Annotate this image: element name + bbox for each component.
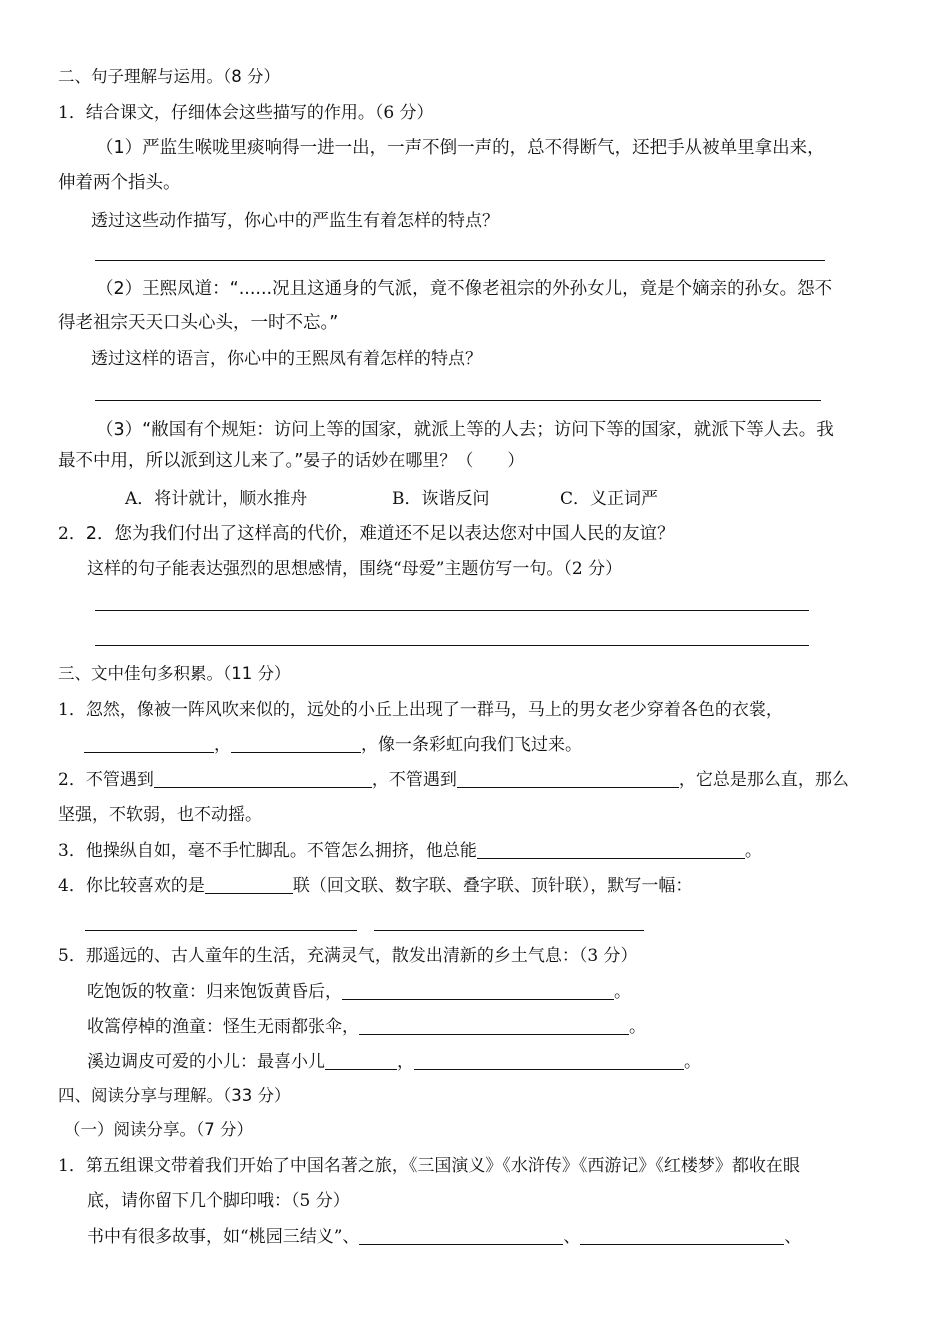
passage-3-line-2: 最不中用，所以派到这儿来了。” (58, 451, 304, 471)
passage-1-line-1: （1）严监生喉咙里痰响得一进一出，一声不倒一声的，总不得断气，还把手从被单里拿出来， (96, 138, 825, 158)
passage-1-line-2: 伸着两个指头。 (58, 173, 181, 193)
section-2-title: 二、句子理解与运用。（8 分） (58, 67, 280, 86)
option-a[interactable]: A．将计就计，顺水推舟 (125, 489, 308, 509)
blank-4-1-b[interactable] (580, 1226, 784, 1245)
question-2-2: 2．您为我们付出了这样高的代价，难道还不足以表达您对中国人民的友谊？ (85, 524, 675, 544)
answer-line-4[interactable] (95, 645, 809, 646)
blank-3-4[interactable] (205, 875, 293, 894)
item-4-1-line-2: 底，请你留下几个脚印哦：（5 分） (87, 1191, 350, 1211)
item-4-1: 1．第五组课文带着我们开始了中国名著之旅，《三国演义》《水浒传》《西游记》《红楼梦》都收在眼 (58, 1156, 800, 1176)
blank-3-1-b[interactable] (231, 734, 361, 753)
blank-3-5-c[interactable] (325, 1051, 397, 1070)
question-2-2-instruction: 这样的句子能表达强烈的思想感情，围绕“母爱”主题仿写一句。（2 分） (87, 559, 623, 579)
answer-line-2[interactable] (95, 400, 821, 401)
blank-3-5-d[interactable] (414, 1051, 684, 1070)
section-3-title: 三、文中佳句多积累。（11 分） (58, 664, 291, 683)
couplet-line-1[interactable] (85, 930, 357, 931)
passage-3-line-1: （3）“敝国有个规矩：访问上等的国家，就派上等的人去；访问下等的国家，就派下等人去。我 (96, 420, 834, 440)
prompt-2: 透过这样的语言，你心中的王熙凤有着怎样的特点？ (91, 349, 482, 369)
blank-3-2-a[interactable] (154, 769, 372, 788)
answer-line-1[interactable] (95, 260, 825, 261)
couplet-line-2[interactable] (374, 930, 644, 931)
section-4-title: 四、阅读分享与理解。（33 分） (58, 1086, 291, 1105)
blank-4-1-a[interactable] (359, 1226, 563, 1245)
passage-2-line-1: （2）王熙凤道：“......况且这通身的气派，竟不像老祖宗的外孙女儿，竟是个嫡亲的孙女。怨不 (96, 279, 833, 299)
blank-3-5-b[interactable] (359, 1016, 629, 1035)
blank-3-5-a[interactable] (342, 981, 614, 1000)
blank-3-3[interactable] (477, 840, 745, 859)
blank-3-1-a[interactable] (84, 734, 214, 753)
blank-3-2-b[interactable] (457, 769, 679, 788)
item-3-1: 1．忽然，像被一阵风吹来似的，远处的小丘上出现了一群马，马上的男女老少穿着各色的衣裳， (58, 700, 783, 720)
prompt-3: 晏子的话妙在哪里？（ ） (303, 451, 525, 471)
section-4-subtitle: （一）阅读分享。（7 分） (64, 1120, 253, 1139)
prompt-1: 透过这些动作描写，你心中的严监生有着怎样的特点？ (91, 211, 499, 231)
option-c[interactable]: C．义正词严 (560, 489, 659, 509)
option-b[interactable]: B．诙谐反问 (392, 489, 490, 509)
question-2-1: 1．结合课文，仔细体会这些描写的作用。（6 分） (58, 103, 434, 123)
answer-line-3[interactable] (95, 610, 809, 611)
passage-2-line-2: 得老祖宗天天口头心头，一时不忘。” (58, 313, 339, 333)
item-3-5: 5．那遥远的、古人童年的生活，充满灵气，散发出清新的乡土气息：（3 分） (58, 946, 638, 966)
exam-page: 二、句子理解与运用。（8 分） 1．结合课文，仔细体会这些描写的作用。（6 分） （1）严监生喉咙里痰响得一进一出，一声不倒一声的，总不得断气，还把手从被单里拿出来， 伸着两个指头。 透过这些动作描写，你心中的严监生有着怎样的特点？ （2）王熙凤道：“......况且这通身的气派，竟不像老祖宗的外孙女儿，竟是个嫡亲的孙女。怨不 得老祖宗天天口头心头，一时不忘。” 透过这样的语言，你心中的王熙凤有着怎样的特点？ （3）“敝国有个规矩：访问上等的国家，就派上等的人去；访问下等的国家，就派下等人去。我 最不中用，所以派到这儿来了。”晏子的话妙在哪里？（ ） A．将计就计，顺水推舟 B．诙谐反问 C．义正词严 2．2．您为我们付出了这样高的代价，难道还不足以表达您对中国人民的友谊？ 这样的句子能表达强烈的思想感情，围绕“母爱”主题仿写一句。（2 分） 三、文中佳句多积累。（11 分） 1．忽然，像被一阵风吹来似的，远处的小丘上出现了一群马，马上的男女老少穿着各色的衣裳， ， ，像一条彩虹向我们飞过来。 2．不管遇到 ，不管遇到 ，它总是那么直，那么 坚强，不软弱，也不动摇。 3．他操纵自如，毫不手忙脚乱。不管怎么拥挤，他总能 。 4．你比较喜欢的是 联（回文联、数字联、叠字联、顶针联），默写一幅： 5．那遥远的、古人童年的生活，充满灵气，散发出清新的乡土气息：（3 分） 吃饱饭的牧童：归来饱饭黄昏后， 。 收篙停棹的渔童：怪生无雨都张伞， 。 溪边调皮可爱的小儿：最喜小儿 ， 。 四、阅读分享与理解。（33 分） （一）阅读分享。（7 分） 1．第五组课文带着我们开始了中国名著之旅，《三国演义》《水浒传》《西游记》《红楼梦》都收在眼 底，请你留下几个脚印哦：（5 分） 书中有很多故事，如“桃园三结义”、 、 、 (58, 67, 849, 1247)
item-3-2-line-2: 坚强，不软弱，也不动摇。 (58, 805, 262, 825)
